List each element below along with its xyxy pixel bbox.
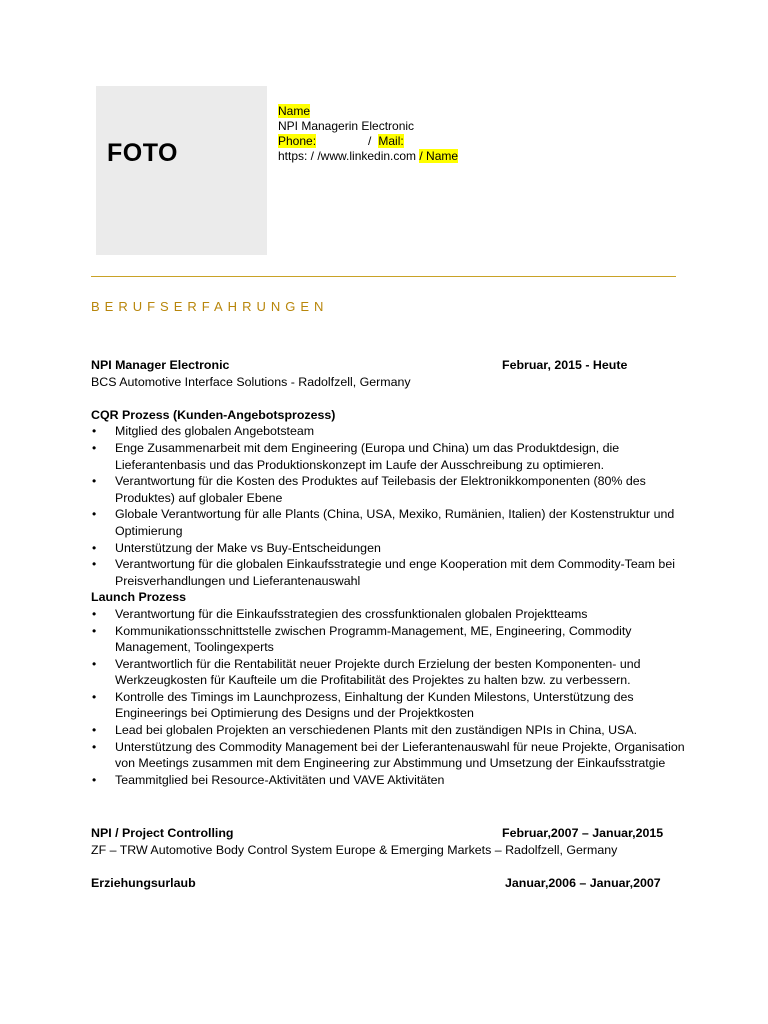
list-item: • Verantwortung für die globalen Einkaufsstrategie und enge Kooperation mit dem Commodity-Team bei Preisverhandlungen und Lieferantenauswahl <box>91 556 691 589</box>
list-item: • Verantwortung für die Kosten des Produktes auf Teilebasis der Elektronikkomponenten (80% des Produktes) auf globaler Ebene <box>91 473 691 506</box>
subsection-heading: CQR Prozess (Kunden-Angebotsprozess) <box>91 407 336 422</box>
linkedin-url[interactable]: https: / /www.linkedin.com <box>278 149 420 163</box>
job-title: NPI Manager Electronic <box>91 358 230 372</box>
list-item: • Kontrolle des Timings im Launchprozess, Einhaltung der Kunden Milestons, Unterstützung des Engineerings bei Optimierung des Designs und der Projektkosten <box>91 689 691 722</box>
job-date: Januar,2006 – Januar,2007 <box>505 875 661 890</box>
job-company: ZF – TRW Automotive Body Control System Europe & Emerging Markets – Radolfzell, Germany <box>91 842 618 857</box>
bullet-list <box>91 423 691 589</box>
list-item: • Kommunikationsschnittstelle zwischen Programm-Management, ME, Engineering, Commodity Management, Toolingexperts <box>91 623 691 656</box>
experience-list <box>91 357 691 891</box>
job-date: Februar, 2015 - Heute <box>502 358 628 372</box>
photo-label: FOTO <box>107 139 178 167</box>
section-title: BERUFSERFAHRUNGEN <box>91 299 329 314</box>
list-item: • Unterstützung des Commodity Management bei der Lieferantenauswahl für neue Projekte, Organisation von Meetings zusammen mit dem Engineering zur Abstimmung und Umsetzung der Einkaufsstratgie <box>91 739 691 772</box>
mail-label: Mail: <box>378 134 404 148</box>
list-item: • Teammitglied bei Resource-Aktivitäten und VAVE Aktivitäten <box>91 772 691 789</box>
linkedin-line <box>278 149 458 164</box>
list-item: • Lead bei globalen Projekten an verschiedenen Plants mit den zuständigen NPIs in China, USA. <box>91 722 691 739</box>
contact-separator: / <box>368 134 372 148</box>
header-divider <box>91 276 676 277</box>
job-company: BCS Automotive Interface Solutions - Radolfzell, Germany <box>91 374 411 389</box>
subsection-heading: Launch Prozess <box>91 590 187 605</box>
list-item: • Verantwortung für die Einkaufsstrategien des crossfunktionalen globalen Projektteams <box>91 606 691 623</box>
photo-placeholder <box>96 86 267 255</box>
list-item: • Mitglied des globalen Angebotsteam <box>91 423 691 440</box>
job-title: Erziehungsurlaub <box>91 875 196 890</box>
contact-block <box>278 104 458 164</box>
job-title: NPI / Project Controlling <box>91 826 234 841</box>
bullet-list <box>91 606 691 789</box>
job-date: Februar,2007 – Januar,2015 <box>502 826 664 841</box>
list-item: • Enge Zusammenarbeit mit dem Engineering (Europa und China) um das Produktdesign, die Lieferantenbasis und das Produktionskonzept im Laufe der Ausschreibung zu optimieren. <box>91 440 691 473</box>
phone-label: Phone: <box>278 134 317 148</box>
linkedin-name: / Name <box>419 149 459 163</box>
name-field: Name <box>278 104 311 118</box>
list-item: • Verantwortlich für die Rentabilität neuer Projekte durch Erzielung der besten Komponenten- und Werkzeugkosten für Kaufteile um die Profitabilität des Projektes zu halten bzw. zu verbessern. <box>91 656 691 689</box>
job-header-2 <box>91 825 691 842</box>
position-title: NPI Managerin Electronic <box>278 119 415 133</box>
phone-mail-line <box>278 134 458 149</box>
list-item: • Unterstützung der Make vs Buy-Entscheidungen <box>91 540 691 557</box>
job-header-3 <box>91 875 691 892</box>
job-header-1 <box>91 357 691 374</box>
list-item: • Globale Verantwortung für alle Plants (China, USA, Mexiko, Rumänien, Italien) der Kostenstruktur und Optimierung <box>91 506 691 539</box>
